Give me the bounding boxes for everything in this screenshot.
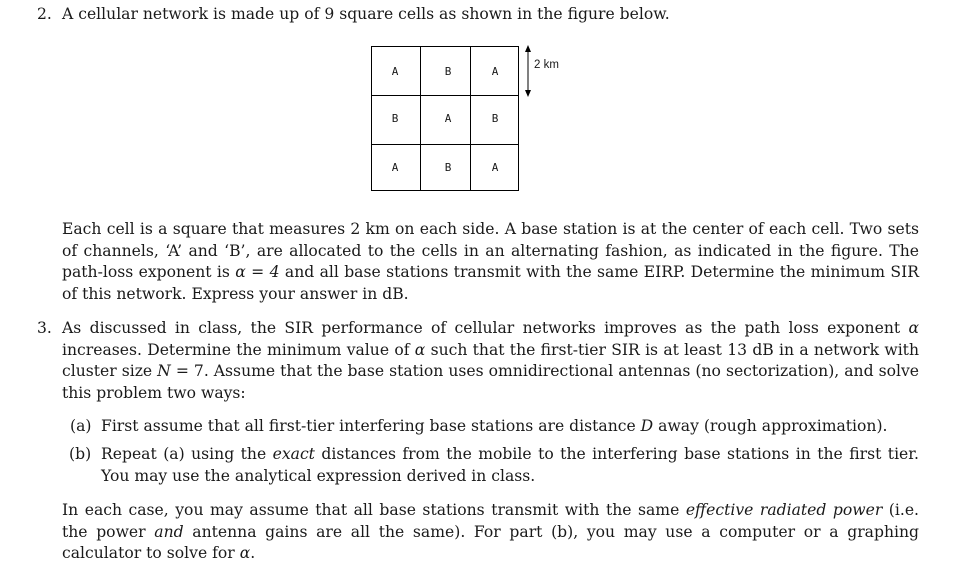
alpha-symbol: α [414,340,426,359]
q3-text: such that the first-tier SIR is at least 13 dB in a network with cluster size [62,340,919,380]
cell-label: A [491,161,499,174]
part-a-label: (a) [70,417,92,435]
q2-text: and all base stations transmit with the same EIRP. Determine the minimum SIR of this network. Express your answer in dB. [62,263,920,303]
cell-label: A [444,112,452,125]
n-variable: N [157,362,171,380]
question-2-number: 2. [37,5,52,23]
cell-label: A [391,65,399,78]
grid-divider [372,95,518,96]
emphasis-erp: effective radiated power [685,501,883,519]
q3-text: increases. Determine the minimum value of [62,340,415,359]
part-b-label: (b) [69,445,92,463]
grid-divider [420,47,421,190]
part-a-text [101,416,919,438]
cell-label: B [391,112,399,125]
grid-divider [470,47,471,190]
question-2-body [62,219,919,305]
closing-text: . [250,544,256,562]
emphasis-and: and [154,522,184,541]
question-3-closing [62,500,919,565]
question-3-number: 3. [37,319,52,337]
dimension-arrow-icon [520,44,536,98]
closing-text: In each case, you may assume that all base stations transmit with the same [62,501,686,519]
cell-label: A [391,161,399,174]
question-2-intro: A cellular network is made up of 9 square cells as shown in the figure below. [62,5,670,23]
cell-label: A [491,65,499,78]
part-a-segment: First assume that all first-tier interfering base stations are distance [101,417,641,435]
emphasis-exact: exact [272,445,315,463]
part-b-segment: Repeat (a) using the [101,445,273,463]
closing-text: (i.e. the power [62,501,920,541]
q3-text: As discussed in class, the SIR performance of cellular networks improves as the path loss exponent [62,319,909,337]
cell-label: B [444,65,452,78]
d-variable: D [640,417,654,435]
closing-text: antenna gains are all the same). For part (b), you may use a computer or a graphing calculator to solve for [62,522,919,562]
cell-label: B [444,161,452,174]
q3-text: = 7. Assume that the base station uses omnidirectional antennas (no sectorization), and solve this problem two ways: [62,362,919,402]
q2-text: Each cell is a square that measures 2 km on each side. A base station is at the center of each cell. Two sets of channels, ‘A’ and ‘B’, are allocated to the cells in an alternating fashion, as indicated in the figure. The path-loss exponent is [62,220,919,281]
cell-label: B [491,112,499,125]
alpha-equation: α = 4 [235,263,280,281]
cell-grid-figure [371,46,519,191]
alpha-symbol: α [239,544,251,562]
part-b-segment: distances from the mobile to the interfering base stations in the first tier. You may use the analytical expression derived in class. [101,445,919,485]
grid-divider [372,144,518,145]
question-3-body [62,318,919,404]
dimension-label: 2 km [534,59,559,71]
alpha-symbol: α [908,319,919,337]
part-b-text [101,444,919,487]
part-a-segment: away (rough approximation). [653,417,888,435]
